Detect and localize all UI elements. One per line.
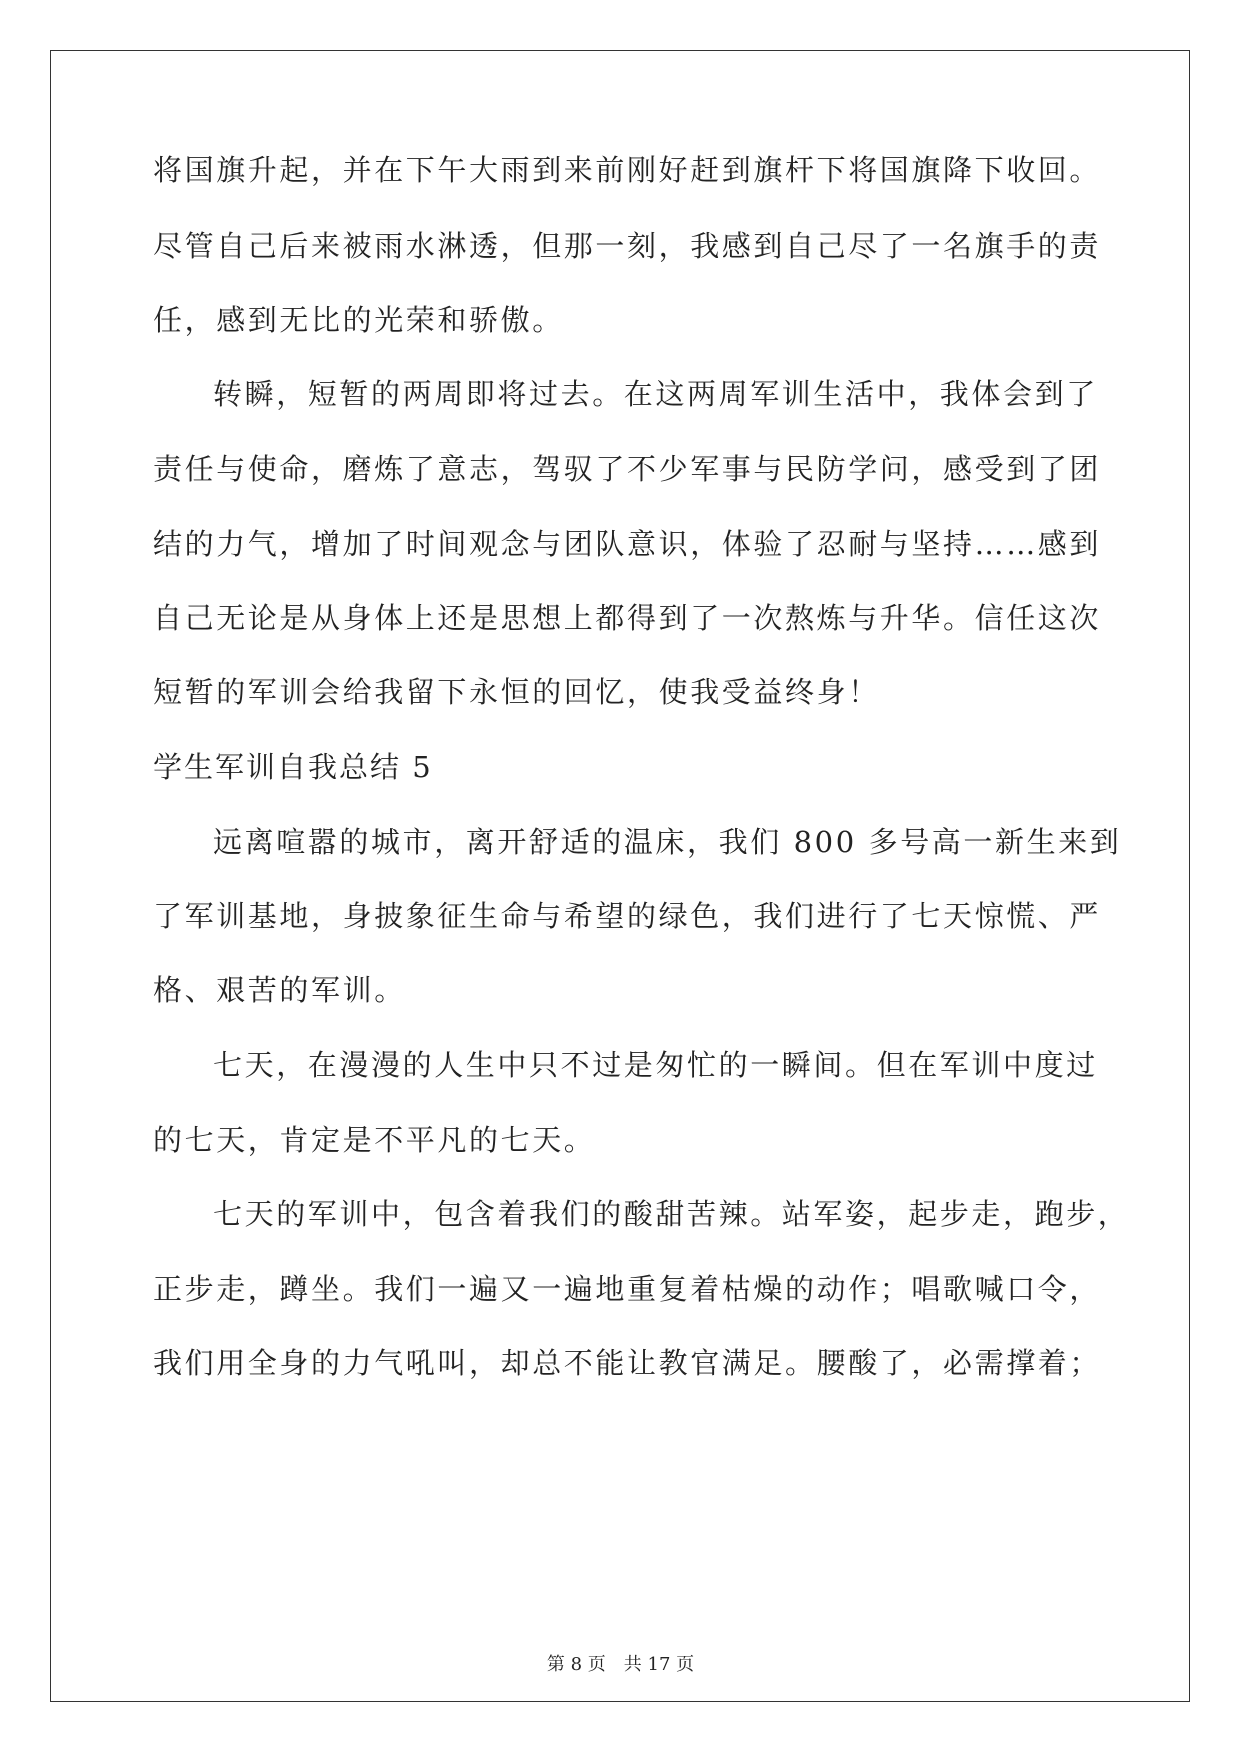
body-line-4: 转瞬，短暂的两周即将过去。在这两周军训生活中，我体会到了 xyxy=(213,377,1098,411)
body-line-15: 正步走，蹲坐。我们一遍又一遍地重复着枯燥的动作；唱歌喊口令， xyxy=(153,1272,1102,1306)
body-line-11: 格、艰苦的军训。 xyxy=(153,973,406,1007)
page-footer xyxy=(0,1653,1241,1677)
body-line-9: 远离喧嚣的城市，离开舒适的温床，我们 800 多号高一新生来到 xyxy=(213,825,1122,859)
body-line-3: 任，感到无比的光荣和骄傲。 xyxy=(153,303,564,337)
page-number-total: 共 17 页 xyxy=(623,1654,695,1675)
page-number-current: 第 8 页 xyxy=(546,1654,606,1675)
page-frame xyxy=(50,50,1190,1702)
body-line-2: 尽管自己后来被雨水淋透，但那一刻，我感到自己尽了一名旗手的责 xyxy=(153,229,1102,263)
section-heading: 学生军训自我总结 5 xyxy=(153,750,433,784)
body-line-10: 了军训基地，身披象征生命与希望的绿色，我们进行了七天惊慌、严 xyxy=(153,899,1102,933)
body-line-1: 将国旗升起，并在下午大雨到来前刚好赶到旗杆下将国旗降下收回。 xyxy=(153,153,1102,187)
body-line-6: 结的力气，增加了时间观念与团队意识，体验了忍耐与坚持……感到 xyxy=(153,527,1102,561)
body-line-8: 短暂的军训会给我留下永恒的回忆，使我受益终身！ xyxy=(153,675,880,709)
body-line-5: 责任与使命，磨炼了意志，驾驭了不少军事与民防学问，感受到了团 xyxy=(153,452,1102,486)
body-line-16: 我们用全身的力气吼叫，却总不能让教官满足。腰酸了，必需撑着； xyxy=(153,1346,1102,1380)
body-line-13: 的七天，肯定是不平凡的七天。 xyxy=(153,1123,596,1157)
body-line-7: 自己无论是从身体上还是思想上都得到了一次熬炼与升华。信任这次 xyxy=(153,601,1102,635)
body-line-12: 七天，在漫漫的人生中只不过是匆忙的一瞬间。但在军训中度过 xyxy=(213,1048,1098,1082)
body-line-14: 七天的军训中，包含着我们的酸甜苦辣。站军姿，起步走，跑步， xyxy=(213,1197,1130,1231)
